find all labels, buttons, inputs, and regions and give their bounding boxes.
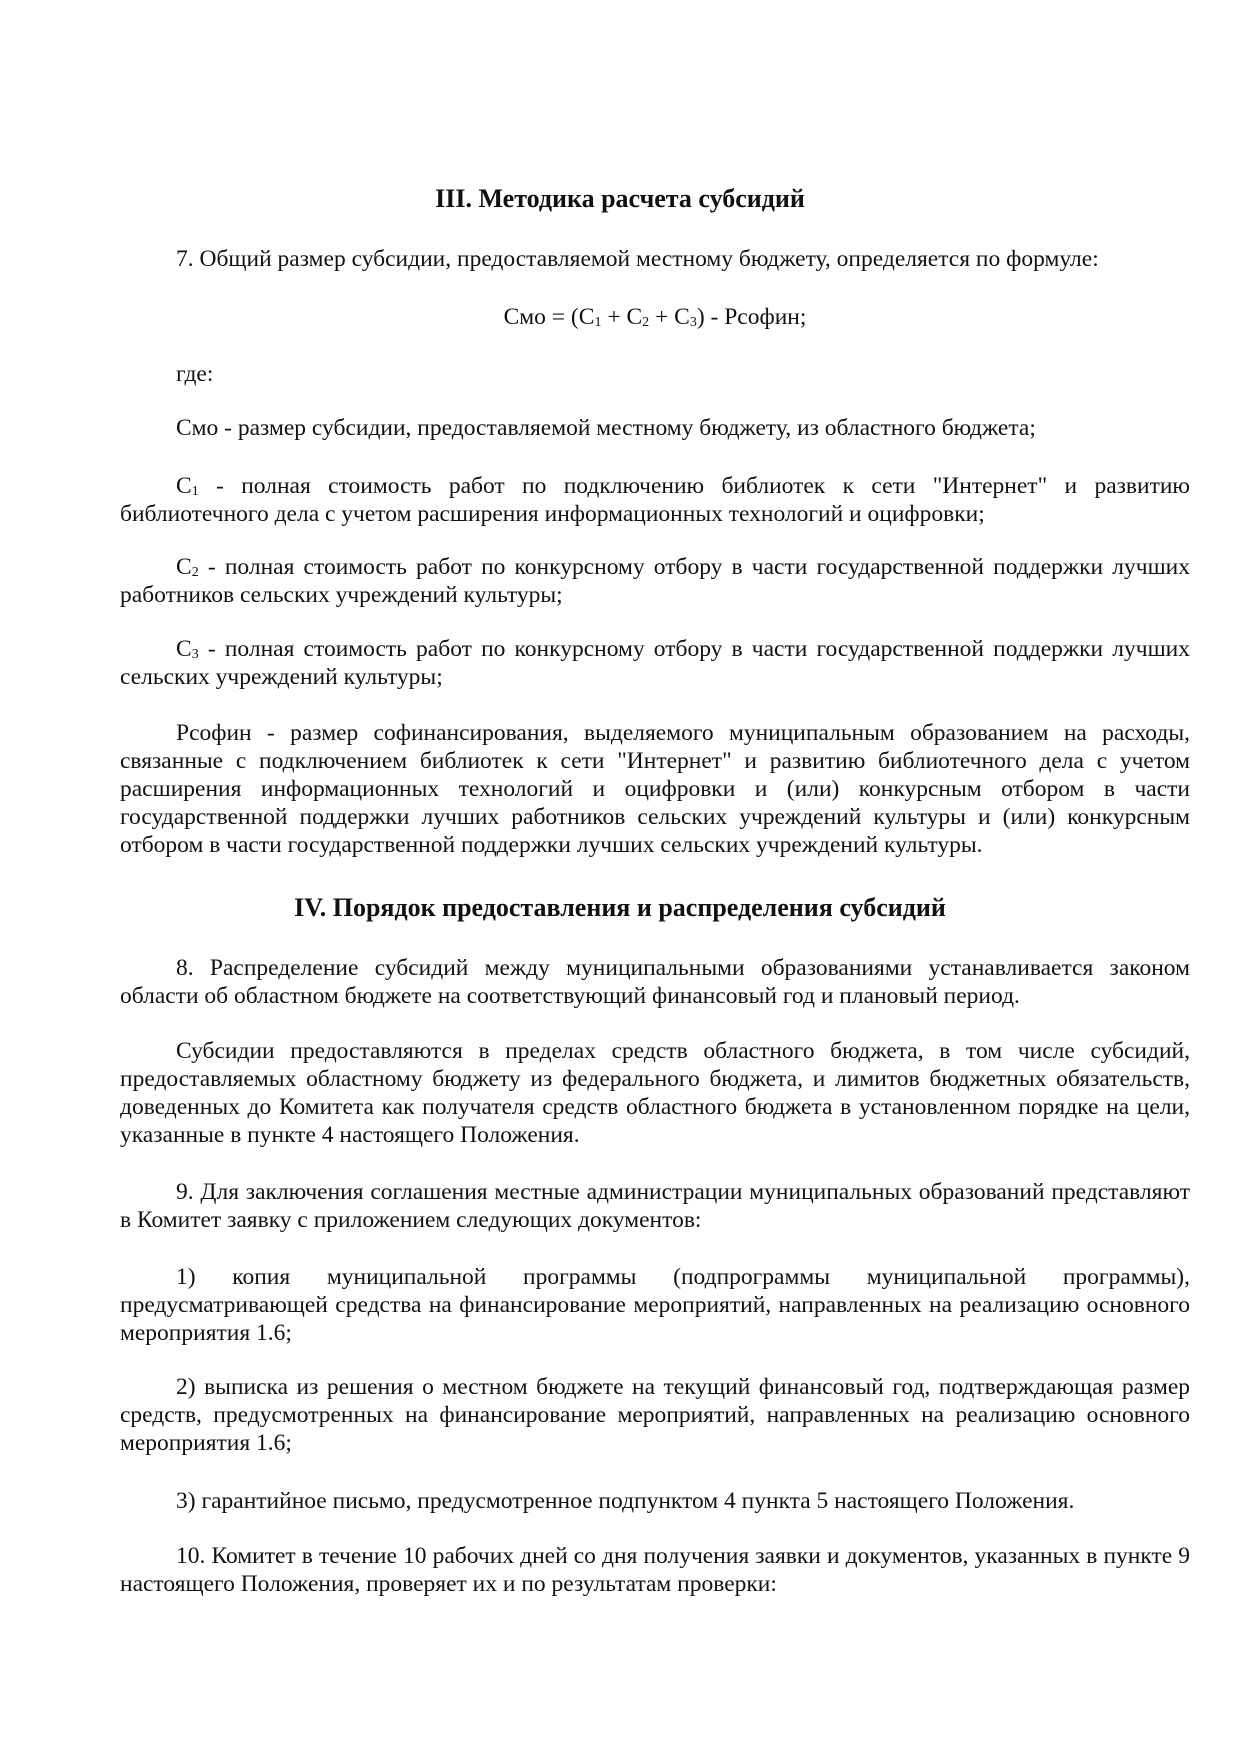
section-3-heading: III. Методика расчета субсидий [435,184,805,213]
formula [120,303,1190,331]
formula-sub: 2 [642,315,650,330]
where-label: где: [176,361,214,387]
paragraph-8: 8. Распределение субсидий между муниципальными образованиями устанавливается законом области об областном бюджете на соответствующий финансовый год и плановый период. [120,955,1190,1009]
definition-c1 [120,472,1190,528]
symbol-sub: 3 [191,647,199,662]
paragraph-9: 9. Для заключения соглашения местные администрации муниципальных образований представляют в Комитет заявку с приложением следующих документов: [120,1179,1190,1233]
symbol-sub: 2 [191,565,199,580]
definition-c2 [120,553,1190,609]
definition-smo: Смо - размер субсидии, предоставляемой местному бюджету, из областного бюджета; [176,415,1036,441]
formula-sub: 1 [594,315,602,330]
list-item-2: 2) выписка из решения о местном бюджете на текущий финансовый год, подтверждающая размер средств, предусмотренных на финансирование мероприятий, направленных на реализацию основного мероприятия 1.6; [120,1374,1190,1456]
list-item-3: 3) гарантийное письмо, предусмотренное подпунктом 4 пункта 5 настоящего Положения. [176,1488,1075,1514]
symbol-sub: 1 [191,484,199,499]
paragraph-7: 7. Общий размер субсидии, предоставляемой местному бюджету, определяется по формуле: [176,246,1099,272]
list-item-1: 1) копия муниципальной программы (подпрограммы муниципальной программы), предусматривающей средства на финансирование мероприятий, направленных на реализацию основного мероприятия 1.6; [120,1264,1190,1346]
paragraph-10: 10. Комитет в течение 10 рабочих дней со дня получения заявки и документов, указанных в пункте 9 настоящего Положения, проверяет их и по результатам проверки: [120,1543,1190,1597]
definition-text: - полная стоимость работ по конкурсному отбору в части государственной поддержки лучших сельских учреждений культуры; [120,636,1190,690]
symbol: С [176,473,192,499]
symbol: С [176,554,192,580]
formula-sub: 3 [689,315,697,330]
symbol: С [176,636,192,662]
paragraph-8-subsidies: Субсидии предоставляются в пределах средств областного бюджета, в том числе субсидий, предоставляемых областному бюджету из федерального бюджета, и лимитов бюджетных обязательств, доведенных до Комитета как получателя средств областного бюджета в установленном порядке на цели, указанные в пункте 4 настоящего Положения. [120,1038,1190,1148]
definition-text: - полная стоимость работ по конкурсному отбору в части государственной поддержки лучших работников сельских учреждений культуры; [120,554,1190,608]
formula-part: + С [601,304,643,330]
formula-part: ) - Рсофин; [696,304,807,330]
formula-part: + С [649,304,690,330]
definition-c3 [120,635,1190,691]
definition-text: - полная стоимость работ по подключению библиотек к сети "Интернет" и развитию библиотечного дела с учетом расширения информационных технологий и оцифровки; [120,473,1190,527]
definition-rsofin: Рсофин - размер софинансирования, выделяемого муниципальным образованием на расходы, связанные с подключением библиотек к сети "Интернет" и развитию библиотечного дела с учетом расширения информационных технологий и оцифровки и (или) конкурсным отбором в части государственной поддержки лучших работников сельских учреждений культуры и (или) конкурсным отбором в части государственной поддержки лучших сельских учреждений культуры. [120,720,1190,858]
section-4-heading: IV. Порядок предоставления и распределения субсидий [294,893,946,922]
formula-part: Смо = (С [503,304,595,330]
